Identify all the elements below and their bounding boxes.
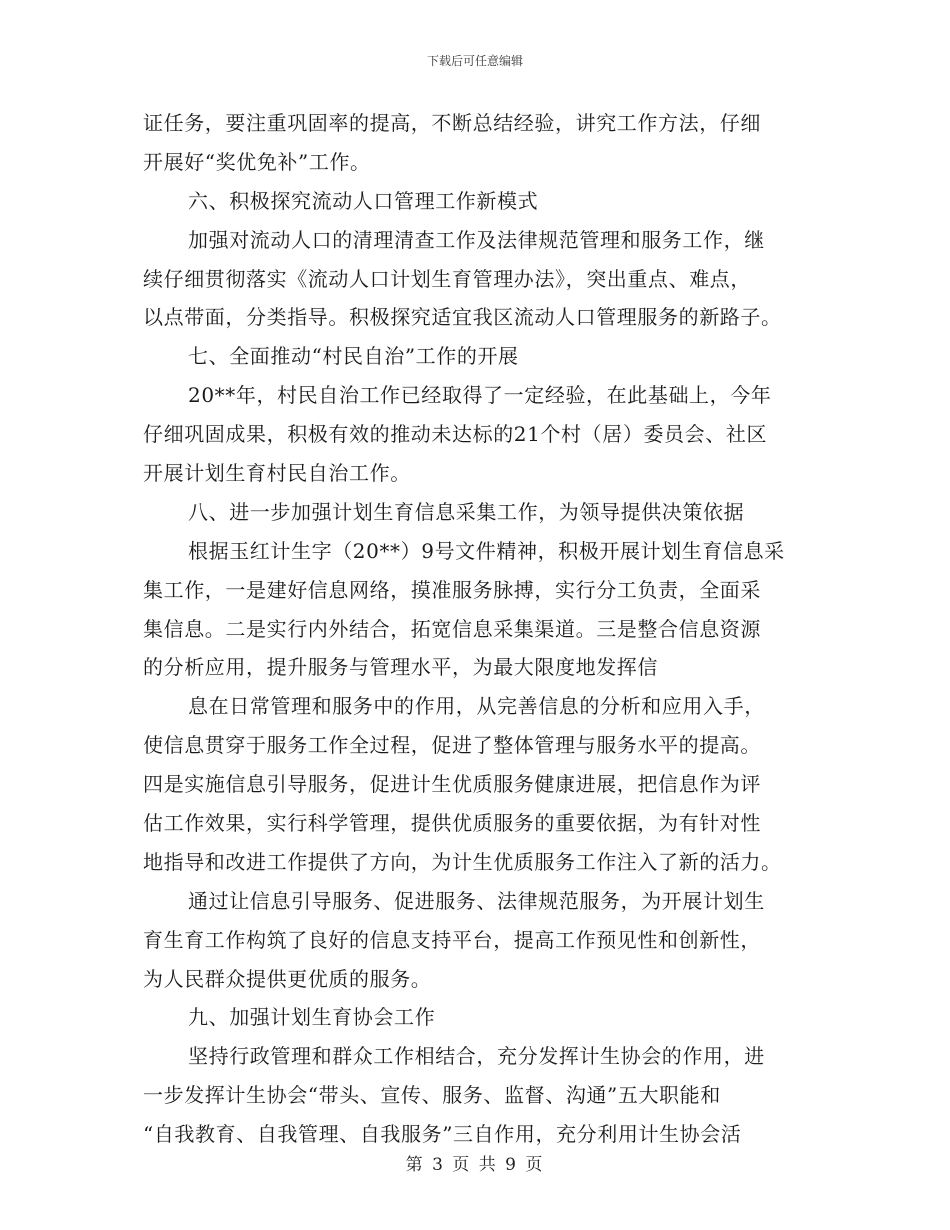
- text-line: 地指导和改进工作提供了方向，为计生优质服务工作注入了新的活力。: [143, 849, 782, 874]
- text-line: 加强对流动人口的清理清查工作及法律规范管理和服务工作，继: [188, 227, 765, 252]
- text-line: 续仔细贯彻落实《流动人口计划生育管理办法》，突出重点、难点，: [143, 266, 751, 291]
- text-line: 息在日常管理和服务中的作用，从完善信息的分析和应用入手，: [188, 694, 765, 719]
- text-line: 开展好“奖优免补”工作。: [143, 149, 371, 174]
- text-line: 四是实施信息引导服务，促进计生优质服务健康进展，把信息作为评: [143, 772, 761, 797]
- section-heading-9: 九、加强计划生育协会工作: [188, 1005, 436, 1030]
- text-line: 集工作，一是建好信息网络，摸准服务脉搏，实行分工负责，全面采: [143, 577, 761, 602]
- text-line: 使信息贯穿于服务工作全过程，促进了整体管理与服务水平的提高。: [143, 733, 761, 758]
- text-line: 证任务，要注重巩固率的提高，不断总结经验，讲究工作方法，仔细: [143, 111, 761, 135]
- text-line: 开展计划生育村民自治工作。: [143, 461, 411, 486]
- text-line: 坚持行政管理和群众工作相结合，充分发挥计生协会的作用，进: [188, 1044, 765, 1069]
- text-line: 仔细巩固成果，积极有效的推动未达标的21个村（居）委员会、社区: [143, 422, 768, 447]
- text-line: 育生育工作构筑了良好的信息支持平台，提高工作预见性和创新性，: [143, 927, 761, 952]
- text-line: 一步发挥计生协会“带头、宣传、服务、监督、沟通”五大职能和: [143, 1083, 721, 1108]
- page-number: 第 3 页 共 9 页: [405, 1155, 545, 1175]
- text-line: 为人民群众提供更优质的服务。: [143, 966, 432, 991]
- text-line: 的分析应用，提升服务与管理水平，为最大限度地发挥信: [143, 655, 658, 680]
- section-heading-6: 六、积极探究流动人口管理工作新模式: [188, 188, 539, 213]
- text-line: 估工作效果，实行科学管理，提供优质服务的重要依据，为有针对性: [143, 811, 761, 836]
- text-line: 通过让信息引导服务、促进服务、法律规范服务，为开展计划生: [188, 888, 765, 913]
- text-line: 20**年，村民自治工作已经取得了一定经验，在此基础上，今年: [188, 383, 772, 408]
- page-header: 下载后可任意编辑: [426, 54, 523, 68]
- section-heading-7: 七、全面推动“村民自治”工作的开展: [188, 344, 519, 369]
- text-line: 集信息。二是实行内外结合，拓宽信息采集渠道。三是整合信息资源: [143, 616, 761, 641]
- text-line: 根据玉红计生字（20**）9号文件精神，积极开展计划生育信息采: [188, 538, 785, 563]
- text-line: “自我教育、自我管理、自我服务”三自作用，充分利用计生协会活: [143, 1122, 742, 1147]
- document-body: [143, 104, 823, 1154]
- section-heading-8: 八、进一步加强计划生育信息采集工作，为领导提供决策依据: [188, 499, 745, 524]
- text-line: 以点带面，分类指导。积极探究适宜我区流动人口管理服务的新路子。: [143, 305, 782, 330]
